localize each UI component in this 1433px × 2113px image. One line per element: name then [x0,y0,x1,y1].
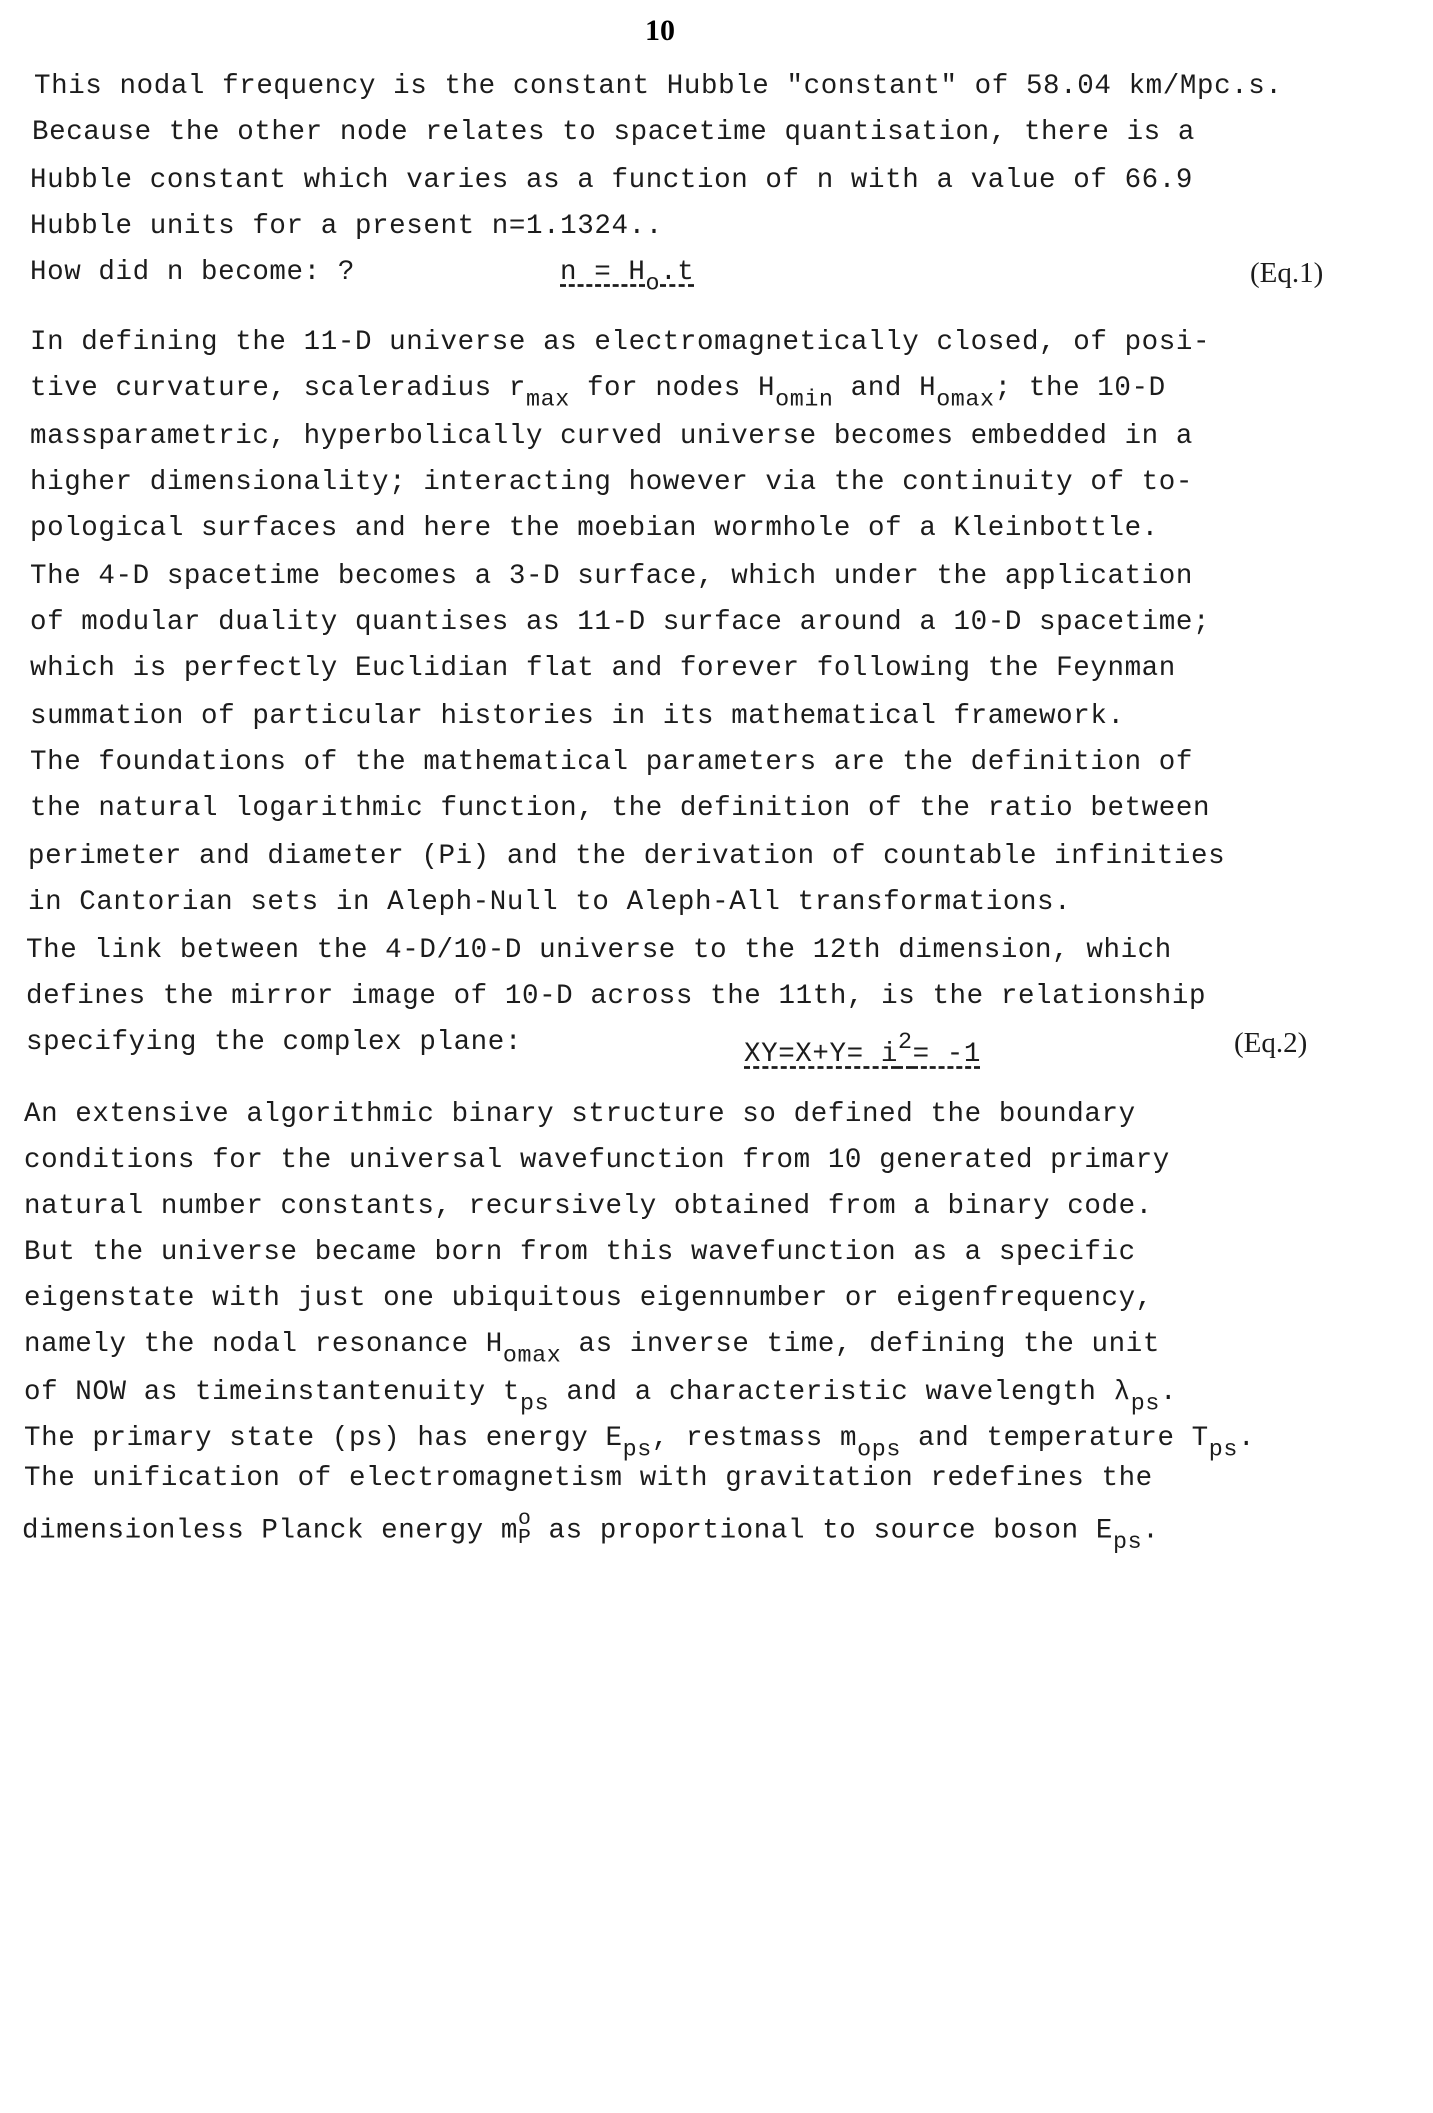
equation-2 [744,1026,981,1072]
text-line: An extensive algorithmic binary structure so defined the boundary [24,1099,1136,1130]
equation-2-superscript: 2 [897,1030,913,1056]
text-span: and a characteristic wavelength λ [549,1377,1131,1408]
superscript: o [517,1507,532,1531]
text-line: The 4-D spacetime becomes a 3-D surface, which under the application [30,561,1193,592]
text-span: dimensionless Planck energy m [22,1515,518,1547]
text-line: defines the mirror image of 10-D across the 11th, is the relationship [26,981,1207,1012]
text-line: conditions for the universal wavefunction from 10 generated primary [24,1145,1170,1176]
equation-1-part: n = H [560,257,646,288]
text-span: namely the nodal resonance H [24,1329,503,1360]
text-line: The link between the 4-D/10-D universe to the 12th dimension, which [26,935,1172,966]
text-span: . [1142,1515,1160,1547]
text-span: tive curvature, scaleradius r [30,373,526,404]
text-line: pological surfaces and here the moebian wormhole of a Kleinbottle. [30,513,1159,544]
text-line: Because the other node relates to spacetime quantisation, there is a [32,117,1195,148]
text-line [24,1376,1177,1422]
subscript: ps [519,1391,550,1418]
subscript: max [525,387,570,414]
equation-1-subscript: o [645,271,661,298]
text-line: higher dimensionality; interacting however via the continuity of to- [30,467,1193,498]
equation-2-prefix: specifying the complex plane: [26,1027,522,1058]
text-line: which is perfectly Euclidian flat and forever following the Feynman [30,653,1176,684]
subscript: omax [936,387,995,414]
equation-1-part: .t [660,257,695,288]
text-line: This nodal frequency is the constant Hubble "constant" of 58.04 km/Mpc.s. [34,71,1283,102]
subscript: ps [1208,1437,1239,1464]
text-line: In defining the 11-D universe as electromagnetically closed, of posi- [30,327,1211,358]
text-line: in Cantorian sets in Aleph-Null to Aleph-All transformations. [28,887,1072,918]
subscript: ops [857,1437,901,1464]
text-line: The foundations of the mathematical parameters are the definition of [30,747,1193,778]
text-line: of modular duality quantises as 11-D surface around a 10-D spacetime; [30,607,1211,638]
text-span: . [1238,1423,1256,1454]
text-span: of NOW as timeinstantenuity t [24,1377,520,1408]
subscript: P [517,1526,532,1551]
equation-2-label: (Eq.2) [1234,1027,1308,1059]
text-span: and H [833,373,937,404]
text-span: as inverse time, defining the unit [561,1329,1160,1360]
text-span: The primary state (ps) has energy E [24,1423,623,1454]
text-line: Hubble units for a present n=1.1324.. [30,211,663,242]
page-number: 10 [645,14,675,47]
text-span: for nodes H [569,373,776,404]
subscript: ps [1130,1391,1160,1418]
equation-1-prefix: How did n become: ? [30,257,355,288]
text-line: the natural logarithmic function, the definition of the ratio between [30,793,1211,824]
text-line: massparametric, hyperbolically curved universe becomes embedded in a [30,421,1193,452]
subscript: omax [502,1343,562,1370]
text-line: Hubble constant which varies as a function of n with a value of 66.9 [30,165,1193,196]
text-line [24,1422,1255,1468]
text-line: But the universe became born from this wavefunction as a specific [24,1237,1136,1268]
equation-1-label: (Eq.1) [1250,257,1324,289]
subscript: ps [1112,1529,1143,1556]
text-line [30,372,1166,418]
text-line [22,1507,1160,1560]
equation-2-part: = -1 [912,1038,981,1070]
text-span: , restmass m [651,1423,858,1454]
text-line: perimeter and diameter (Pi) and the derivation of countable infinities [28,841,1226,872]
equation-1 [560,256,694,302]
text-span: as proportional to source boson E [531,1515,1113,1547]
text-line: summation of particular histories in its mathematical framework. [30,701,1125,732]
text-span: . [1159,1377,1178,1408]
text-line [24,1328,1160,1374]
text-span: and temperature T [900,1423,1209,1454]
text-span: ; the 10-D [994,373,1166,404]
text-line: eigenstate with just one ubiquitous eigennumber or eigenfrequency, [24,1283,1153,1314]
text-line: The unification of electromagnetism with gravitation redefines the [24,1463,1153,1494]
equation-2-part: XY=X+Y= i [744,1038,898,1070]
subscript: ps [622,1437,652,1464]
text-line: natural number constants, recursively obtained from a binary code. [24,1191,1153,1222]
subscript: omin [775,387,834,414]
